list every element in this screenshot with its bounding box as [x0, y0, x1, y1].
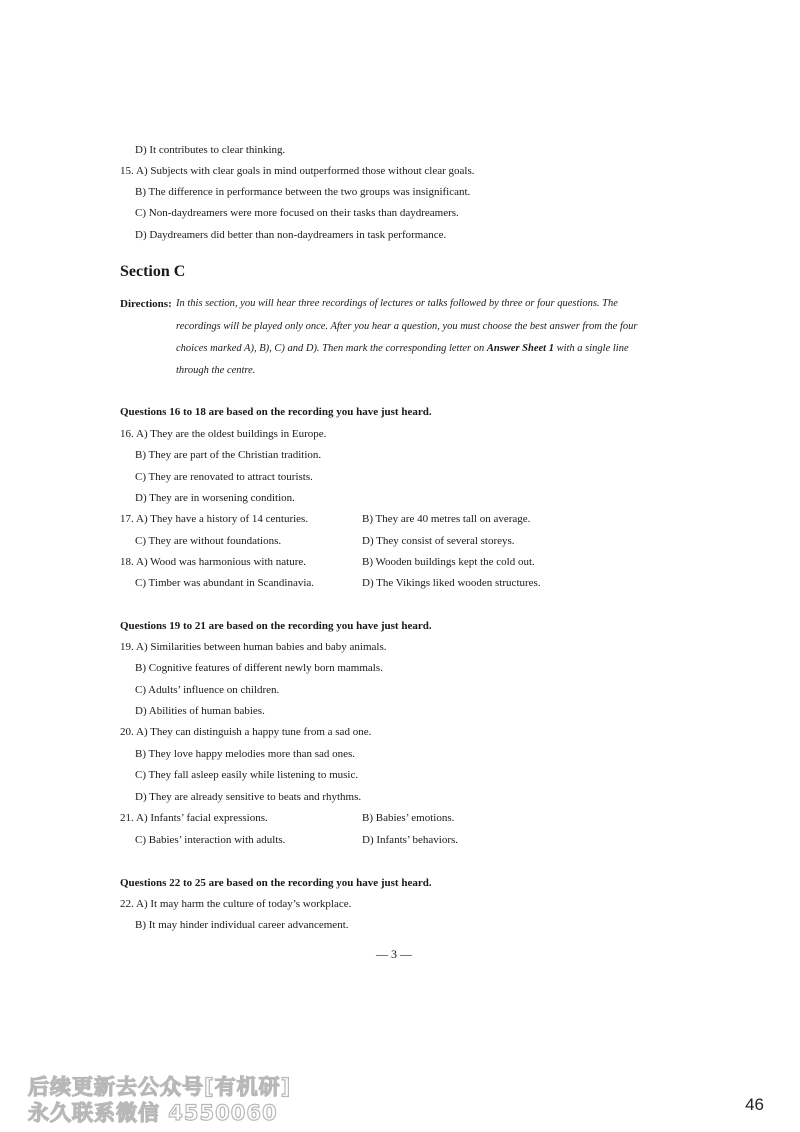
option-text: A) It may harm the culture of today’s workplace. [136, 898, 352, 910]
directions-line-3 [176, 342, 629, 356]
directions-line-2: recordings will be played only once. After you hear a question, you must choose the best answer from the four [176, 321, 638, 332]
option-21-b: B) Babies’ emotions. [362, 812, 455, 824]
directions-text: with a single line [553, 343, 629, 354]
question-16-a [120, 427, 326, 441]
question-number: 22. [120, 898, 134, 910]
question-17-a [120, 512, 308, 526]
question-20-a [120, 725, 371, 739]
question-number: 16. [120, 428, 134, 440]
option-18-d: D) The Vikings liked wooden structures. [362, 577, 541, 589]
watermark-line-2: 永久联系微信 4550060 [28, 1101, 278, 1125]
question-number: 20. [120, 726, 134, 738]
page-number: — 3 — [376, 947, 412, 961]
question-21-a [120, 811, 268, 825]
option-17-b: B) They are 40 metres tall on average. [362, 513, 531, 525]
option-22-b: B) It may hinder individual career advancement. [135, 919, 349, 931]
option-text: A) They have a history of 14 centuries. [136, 513, 309, 525]
option-18-b: B) Wooden buildings kept the cold out. [362, 556, 535, 568]
question-group-heading: Questions 16 to 18 are based on the recording you have just heard. [120, 406, 432, 418]
option-17-c: C) They are without foundations. [135, 535, 282, 547]
question-number: 19. [120, 641, 134, 653]
option-15-d: D) Daydreamers did better than non-daydreamers in task performance. [135, 229, 447, 241]
directions-line-4: through the centre. [176, 365, 256, 376]
corner-page-number: 46 [745, 1095, 764, 1114]
answer-sheet-ref: Answer Sheet 1 [486, 343, 554, 354]
option-text: A) They can distinguish a happy tune from a sad one. [136, 726, 372, 738]
option-16-b: B) They are part of the Christian tradition. [135, 449, 322, 461]
option-17-d: D) They consist of several storeys. [362, 535, 515, 547]
option-15-c: C) Non-daydreamers were more focused on their tasks than daydreamers. [135, 207, 459, 219]
option-19-b: B) Cognitive features of different newly born mammals. [135, 662, 383, 674]
question-number: 15. [120, 165, 134, 177]
directions-line-1: In this section, you will hear three recordings of lectures or talks followed by three or four questions. The [176, 298, 618, 309]
question-22-a [120, 897, 351, 911]
question-group-heading: Questions 19 to 21 are based on the recording you have just heard. [120, 620, 432, 632]
option-19-c: C) Adults’ influence on children. [135, 684, 280, 696]
option-text: A) Subjects with clear goals in mind outperformed those without clear goals. [136, 165, 475, 177]
option-text: A) Wood was harmonious with nature. [136, 556, 306, 568]
question-18-a [120, 555, 306, 569]
section-title: Section C [120, 263, 186, 280]
option-20-c: C) They fall asleep easily while listening to music. [135, 769, 359, 781]
question-19-a [120, 640, 387, 654]
option-text: A) Infants’ facial expressions. [136, 812, 268, 824]
option-15-b: B) The difference in performance between the two groups was insignificant. [135, 186, 471, 198]
watermark [28, 1074, 291, 1126]
watermark-line-1: 后续更新去公众号[有机研] [28, 1075, 292, 1099]
option-text: A) Similarities between human babies and baby animals. [136, 641, 387, 653]
option-20-d: D) They are already sensitive to beats and rhythms. [135, 791, 362, 803]
option-18-c: C) Timber was abundant in Scandinavia. [135, 577, 315, 589]
option-20-b: B) They love happy melodies more than sad ones. [135, 748, 356, 760]
question-number: 18. [120, 556, 134, 568]
question-number: 17. [120, 513, 134, 525]
directions-text: choices marked A), B), C) and D). Then mark the corresponding letter on [176, 343, 487, 354]
question-number: 21. [120, 812, 134, 824]
option-21-d: D) Infants’ behaviors. [362, 834, 459, 846]
option-16-c: C) They are renovated to attract tourists. [135, 471, 313, 483]
question-15-a [120, 164, 474, 178]
option-text: A) They are the oldest buildings in Europe. [136, 428, 327, 440]
option-14-d: D) It contributes to clear thinking. [135, 144, 286, 156]
question-group-heading: Questions 22 to 25 are based on the recording you have just heard. [120, 877, 432, 889]
directions-label: Directions: [120, 298, 172, 310]
option-19-d: D) Abilities of human babies. [135, 705, 265, 717]
option-21-c: C) Babies’ interaction with adults. [135, 834, 286, 846]
option-16-d: D) They are in worsening condition. [135, 492, 295, 504]
